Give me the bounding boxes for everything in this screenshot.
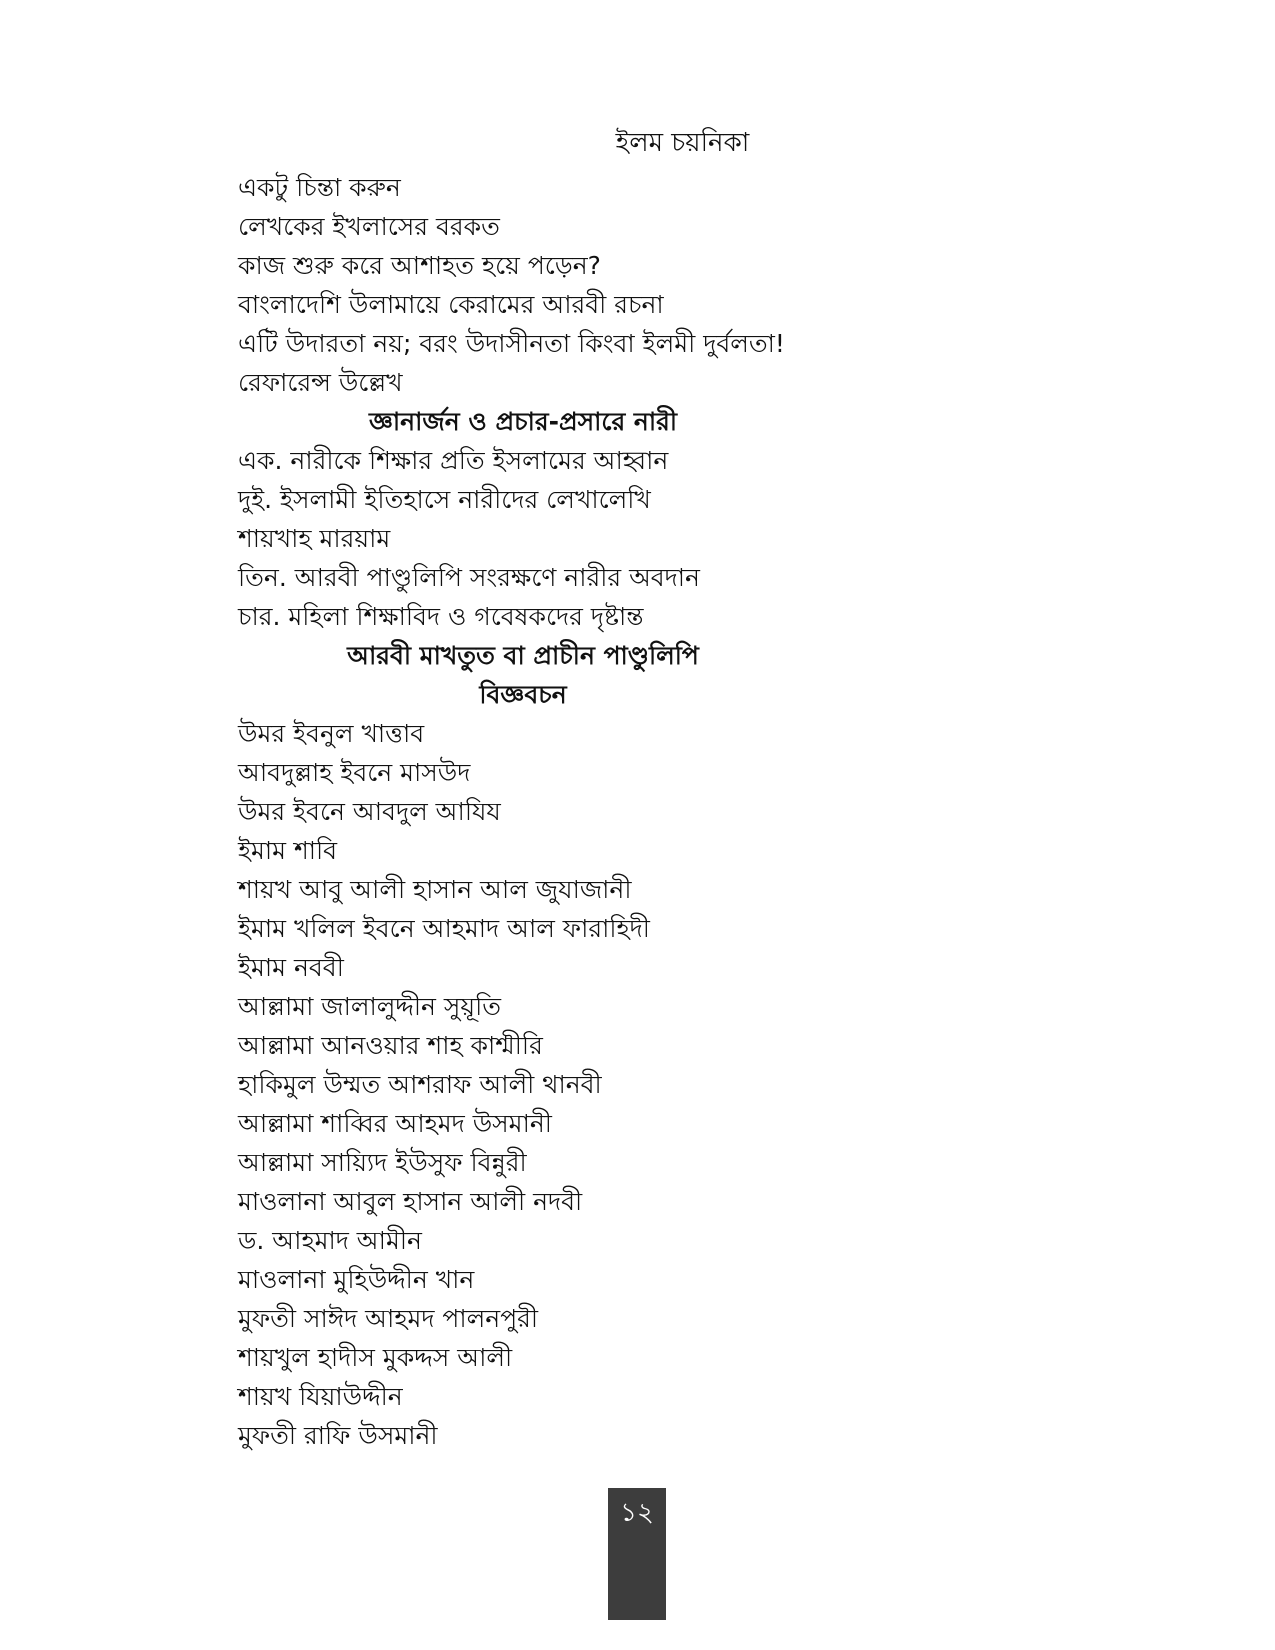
toc-entry: বাংলাদেশি উলামায়ে কেরামের আরবী রচনা [238, 290, 664, 319]
toc-entry: শায়খুল হাদীস মুকদ্দস আলী [238, 1343, 513, 1372]
section-heading: জ্ঞানার্জন ও প্রচার-প্রসারে নারী [369, 407, 677, 436]
toc-entry: রেফারেন্স উল্লেখ [238, 368, 403, 397]
toc-entry: আল্লামা সায়্যিদ ইউসুফ বিন্নুরী [238, 1148, 527, 1177]
toc-entry: আবদুল্লাহ ইবনে মাসউদ [238, 758, 471, 787]
toc-entry: হাকিমুল উম্মত আশরাফ আলী থানবী [238, 1070, 602, 1099]
section-heading: আরবী মাখতুত বা প্রাচীন পাণ্ডুলিপি [347, 641, 699, 670]
toc-entry: মাওলানা আবুল হাসান আলী নদবী [238, 1187, 583, 1216]
toc-entry: ইমাম নববী [238, 953, 344, 982]
toc-entry: উমর ইবনে আবদুল আযিয [238, 797, 501, 826]
toc-entry: আল্লামা আনওয়ার শাহ কাশ্মীরি [238, 1031, 543, 1060]
toc-entry: মাওলানা মুহিউদ্দীন খান [238, 1265, 475, 1294]
toc-entry: তিন. আরবী পাণ্ডুলিপি সংরক্ষণে নারীর অবদান [238, 563, 700, 592]
page-number-tab [608, 1488, 666, 1620]
toc-entry: শায়খ আবু আলী হাসান আল জুযাজানী [238, 875, 632, 904]
toc-entry: এক. নারীকে শিক্ষার প্রতি ইসলামের আহ্বান [238, 446, 669, 475]
toc-entry: কাজ শুরু করে আশাহত হয়ে পড়েন? [238, 251, 601, 280]
section-heading: বিজ্ঞবচন [479, 680, 567, 709]
toc-entry: উমর ইবনুল খাত্তাব [238, 719, 425, 748]
toc-entry: শায়খাহ মারয়াম [238, 524, 391, 553]
toc-entry: এটি উদারতা নয়; বরং উদাসীনতা কিংবা ইলমী দুর্বলতা! [238, 329, 785, 358]
toc-entry: মুফতী রাফি উসমানী [238, 1421, 438, 1450]
toc-entry: ড. আহমাদ আমীন [238, 1226, 422, 1255]
toc-entry: দুই. ইসলামী ইতিহাসে নারীদের লেখালেখি [238, 485, 651, 514]
toc-entry: ইমাম শাবি [238, 836, 338, 865]
toc-entry: একটু চিন্তা করুন [238, 173, 401, 202]
toc-entry: আল্লামা শাব্বির আহমদ উসমানী [238, 1109, 552, 1138]
page-number: ১২ [620, 1498, 654, 1528]
toc-entry: মুফতী সাঈদ আহমদ পালনপুরী [238, 1304, 539, 1333]
toc-entry: ইমাম খলিল ইবনে আহমাদ আল ফারাহিদী [238, 914, 650, 943]
running-head: ইলম চয়নিকা [615, 128, 750, 158]
table-of-contents [238, 168, 1058, 1455]
toc-entry: শায়খ যিয়াউদ্দীন [238, 1382, 403, 1411]
toc-entry: লেখকের ইখলাসের বরকত [238, 212, 500, 241]
toc-entry: আল্লামা জালালুদ্দীন সুয়ূতি [238, 992, 502, 1021]
toc-entry: চার. মহিলা শিক্ষাবিদ ও গবেষকদের দৃষ্টান্ত [238, 602, 644, 631]
